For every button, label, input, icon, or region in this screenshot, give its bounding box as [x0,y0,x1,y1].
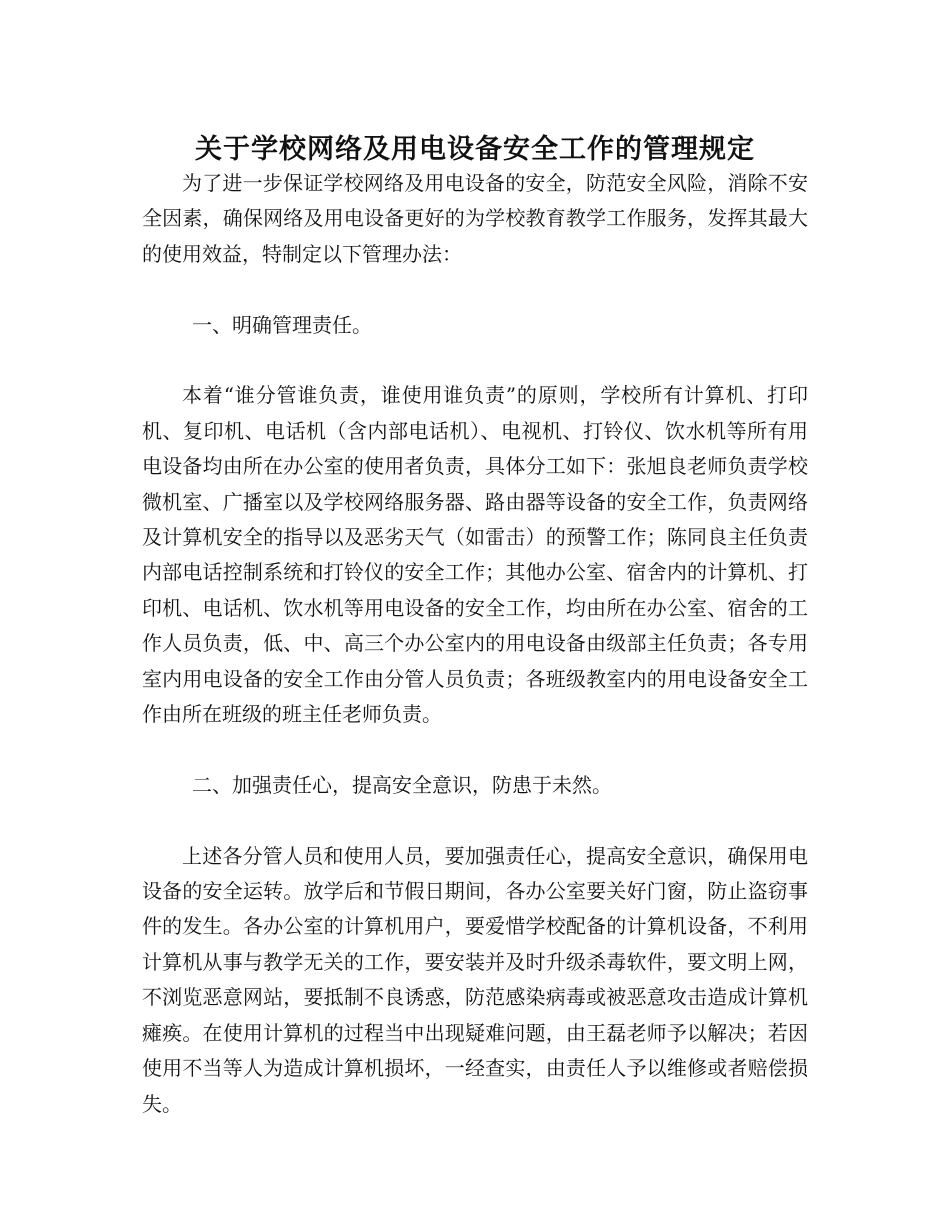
intro-paragraph: 为了进一步保证学校网络及用电设备的安全，防范安全风险，消除不安全因素，确保网络及用电设备更好的为学校教育教学工作服务，发挥其最大的使用效益，特制定以下管理办法： [142,171,808,266]
document-body [142,166,808,1122]
paragraph-spacer [142,803,808,838]
section-1-heading: 一、明确管理责任。 [192,312,372,337]
document-title: 关于学校网络及用电设备安全工作的管理规定 [195,134,755,166]
section-2-paragraph: 上述各分管人员和使用人员，要加强责任心，提高安全意识，确保用电设备的安全运转。放学后和节假日期间，各办公室要关好门窗，防止盗窃事件的发生。各办公室的计算机用户，要爱惜学校配备的计算机设备，不利用计算机从事与教学无关的工作，要安装并及时升级杀毒软件，要文明上网，不浏览恶意网站，要抵制不良诱惑，防范感染病毒或被恶意攻击造成计算机瘫痪。在使用计算机的过程当中出现疑难问题，由王磊老师予以解决；若因使用不当等人为造成计算机损坏，一经查实，由责任人予以维修或者赔偿损失。 [142,843,808,1116]
section-1-paragraph: 本着“谁分管谁负责，谁使用谁负责”的原则，学校所有计算机、打印机、复印机、电话机（含内部电话机）、电视机、打铃仪、饮水机等所有用电设备均由所在办公室的使用者负责，具体分工如下：张旭良老师负责学校微机室、广播室以及学校网络服务器、路由器等设备的安全工作，负责网络及计算机安全的指导以及恶劣天气（如雷击）的预警工作；陈同良主任负责内部电话控制系统和打铃仪的安全工作；其他办公室、宿舍内的计算机、打印机、电话机、饮水机等用电设备的安全工作，均由所在办公室、宿舍的工作人员负责，低、中、高三个办公室内的用电设备由级部主任负责；各专用室内用电设备的安全工作由分管人员负责；各班级教室内的用电设备安全工作由所在班级的班主任老师负责。 [142,383,808,727]
paragraph-spacer [142,343,808,378]
section-2-heading: 二、加强责任心，提高安全意识，防患于未然。 [192,772,612,797]
paragraph-spacer [142,272,808,307]
paragraph-spacer [142,732,808,767]
